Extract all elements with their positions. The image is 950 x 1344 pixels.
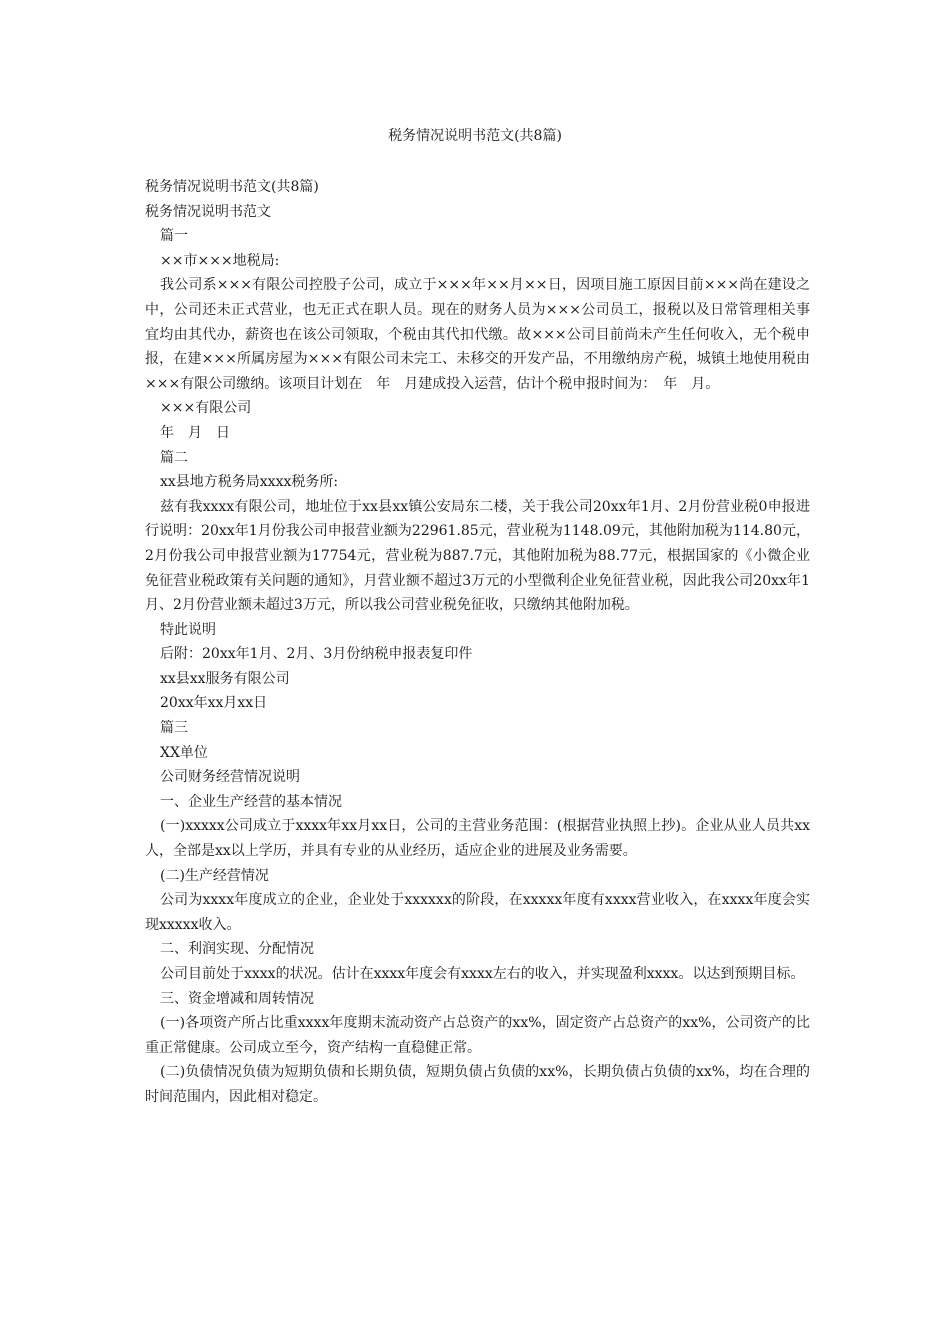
paragraph: xx县xx服务有限公司 [160, 670, 290, 687]
paragraph: 税务情况说明书范文(共8篇) [145, 179, 319, 195]
paragraph: XX单位 [160, 744, 208, 761]
paragraph: 后附：20xx年1月、2月、3月份纳税申报表复印件 [160, 646, 473, 663]
paragraph: ××市×××地税局: [160, 252, 280, 269]
paragraph: ×××有限公司 [160, 400, 252, 417]
document-title: 税务情况说明书范文(共8篇) [388, 128, 562, 144]
paragraph: 篇一 [160, 228, 188, 245]
paragraph: (二)生产经营情况 [160, 867, 269, 884]
paragraph: 我公司系×××有限公司控股子公司，成立于×××年××月××日，因项目施工原因目前×××尚在建设之中，公司还未正式营业，也无正式在职人员。现在的财务人员为×××公司员工，报税以及日常管理相关事宜均由其代办，薪资也在该公司领取，个税由其代扣代缴。故×××公司目前尚未产生任何收入，无个税申报，在建×××所属房屋为×××有限公司未完工、未移交的开发产品，不用缴纳房产税，城镇土地使用税由×××有限公司缴纳。该项目计划在 年 月建成投入运营，估计个税申报时间为： 年 月。 [145, 277, 810, 392]
paragraph: 二、利润实现、分配情况 [160, 941, 314, 958]
paragraph: 特此说明 [160, 621, 216, 638]
paragraph: 一、企业生产经营的基本情况 [160, 793, 342, 810]
paragraph: 兹有我xxxx有限公司，地址位于xx县xx镇公安局东二楼，关于我公司20xx年1月、2月份营业税0申报进行说明：20xx年1月份我公司申报营业额为22961.85元，营业税为1148.09元，其他附加税为114.80元，2月份我公司申报营业额为17754元，营业税为887.7元，其他附加税为88.77元，根据国家的《小微企业免征营业税政策有关问题的通知》，月营业额不超过3万元的小型微利企业免征营业税，因此我公司20xx年1月、2月份营业额未超过3万元，所以我公司营业税免征收，只缴纳其他附加税。 [145, 498, 810, 614]
paragraph: xx县地方税务局xxxx税务所: [160, 474, 339, 491]
paragraph: 年 月 日 [160, 424, 230, 441]
paragraph: 三、资金增减和周转情况 [160, 990, 314, 1007]
paragraph: 篇二 [160, 449, 188, 466]
paragraph: 20xx年xx月xx日 [160, 695, 268, 712]
paragraph: 公司财务经营情况说明 [160, 769, 300, 786]
paragraph: (一)xxxxx公司成立于xxxx年xx月xx日，公司的主营业务范围：(根据营业执照上抄)。企业从业人员共xx人，全部是xx以上学历，并具有专业的从业经历，适应企业的进展及业务需要。 [145, 818, 810, 860]
paragraph: (一)各项资产所占比重xxxx年度期末流动资产占总资产的xx%，固定资产占总资产的xx%，公司资产的比重正常健康。公司成立至今，资产结构一直稳健正常。 [145, 1015, 810, 1056]
paragraph: 税务情况说明书范文 [145, 203, 271, 220]
paragraph: (二)负债情况负债为短期负债和长期负债，短期负债占负债的xx%，长期负债占负债的xx%，均在合理的时间范围内，因此相对稳定。 [145, 1064, 810, 1105]
paragraph: 篇三 [160, 720, 188, 737]
paragraph: 公司为xxxx年度成立的企业，企业处于xxxxxx的阶段，在xxxxx年度有xxxx营业收入，在xxxx年度会实现xxxxx收入。 [145, 892, 810, 933]
document-body [145, 175, 810, 1110]
paragraph: 公司目前处于xxxx的状况。估计在xxxx年度会有xxxx左右的收入，并实现盈利xxxx。以达到预期目标。 [160, 966, 805, 982]
